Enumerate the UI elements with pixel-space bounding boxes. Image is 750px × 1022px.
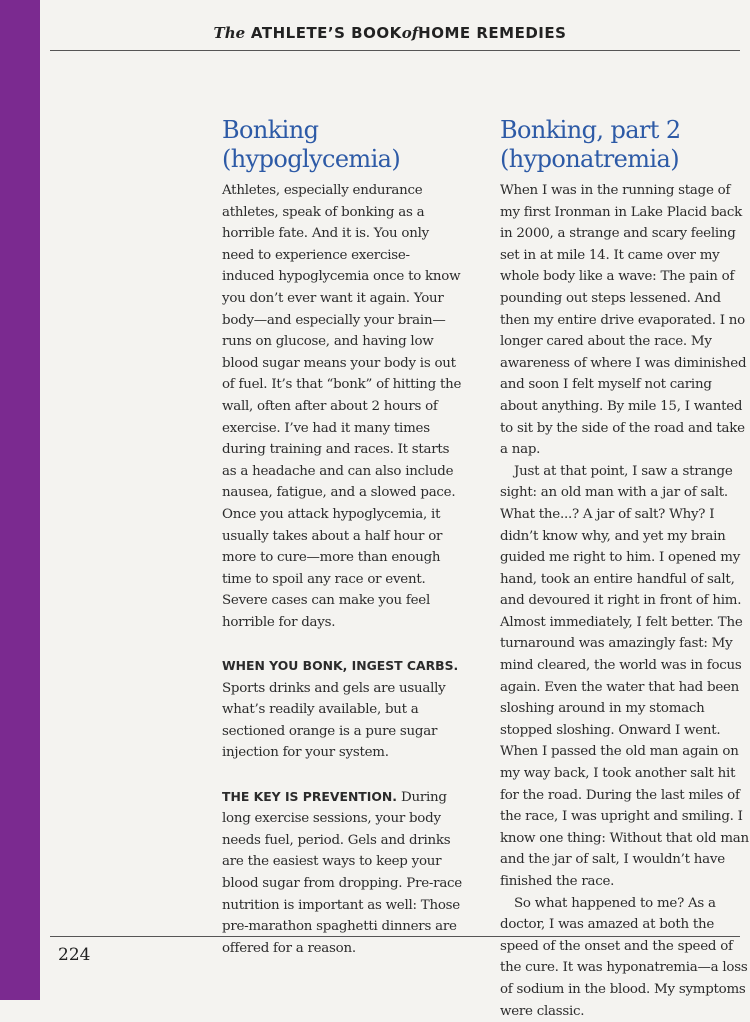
story-paragraph-3: So what happened to me? As a doctor, I was amazed at both the speed of the onset and the speed of the cure. It was hyponatremia—a loss of sodium in the blood. My symptoms were classic.	[500, 895, 748, 1019]
header-of: of	[401, 24, 419, 42]
intro-paragraph: Athletes, especially endurance athletes, speak of bonking as a horrible fate. And it is. You only need to experience exercise-induced hypoglycemia once to know you don’t ever want it again. Your body—and especially your brain—runs on glucose, and having low blood sugar means your body is out of fuel. It’s that “bonk” of hitting the wall, often after about 2 hours of exercise. I’ve had it many times during training and races. It starts as a headache and can also include nausea, fatigue, and a slowed pace. Once you attack hypoglycemia, it usually takes about a half hour or more to cure—more than enough time to spoil any race or event. Severe cases can make you feel horrible for days.	[222, 183, 462, 630]
book-page	[40, 0, 749, 1019]
right-headline-line1: Bonking, part 2	[500, 116, 681, 144]
header-rule	[50, 50, 740, 51]
page-edge-tab	[0, 0, 40, 1000]
story-paragraph-2: Just at that point, I saw a strange sight: an old man with a jar of salt. What the...? A jar of salt? Why? I didn’t know why, and yet my brain guided me right to him. I opened my hand, took an entire handful of salt, and devoured it right in front of him. Almost immediately, I felt better. The turnaround was amazingly fast: My mind cleared, the world was in focus again. Even the water that had been sloshing around in my stomach stopped sloshing. Onward I went. When I passed the old man again on my way back, I took another salt hit for the road. During the last miles of the race, I was upright and smiling. I know one thing: Without that old man and the jar of salt, I wouldn’t have finished the race.	[500, 463, 749, 889]
paragraph-spacer	[222, 633, 462, 655]
right-headline-line2: (hyponatremia)	[500, 145, 679, 173]
right-body	[500, 180, 750, 1022]
left-headline-line2: (hypoglycemia)	[222, 145, 401, 173]
tip-prevention	[222, 786, 462, 960]
tip-carbs-text: Sports drinks and gels are usually what’s readily available, but a sectioned orange is a pure sugar injection for your system.	[222, 680, 446, 761]
right-headline	[500, 116, 750, 174]
page-number: 224	[58, 945, 91, 965]
tip-prevention-text: During long exercise sessions, your body needs fuel, period. Gels and drinks are the easiest ways to keep your blood sugar from dropping. Pre-race nutrition is important as well: Those pre-marathon spaghetti dinners are offered for a reason.	[222, 789, 462, 956]
tip-prevention-heading: THE KEY IS PREVENTION.	[222, 788, 397, 804]
left-headline-line1: Bonking	[222, 116, 319, 144]
footer-rule	[50, 936, 740, 937]
header-home-remedies: HOME REMEDIES	[418, 24, 567, 42]
story-paragraph-1: When I was in the running stage of my first Ironman in Lake Placid back in 2000, a strange and scary feeling set in at mile 14. It came over my whole body like a wave: The pain of pounding out steps lessened. And then my entire drive evaporated. I no longer cared about the race. My awareness of where I was diminished and soon I felt myself not caring about anything. By mile 15, I wanted to sit by the side of the road and take a nap.	[500, 183, 747, 458]
paragraph-spacer	[222, 764, 462, 786]
tip-carbs	[222, 655, 462, 764]
left-body	[222, 180, 462, 959]
header-athletes-book: ATHLETE’S BOOK	[250, 24, 402, 42]
tip-carbs-heading: WHEN YOU BONK, INGEST CARBS.	[222, 658, 459, 674]
running-header	[40, 24, 740, 42]
left-headline	[222, 116, 462, 174]
header-the: The	[213, 24, 246, 42]
left-column	[222, 116, 462, 956]
right-column	[500, 116, 750, 1019]
